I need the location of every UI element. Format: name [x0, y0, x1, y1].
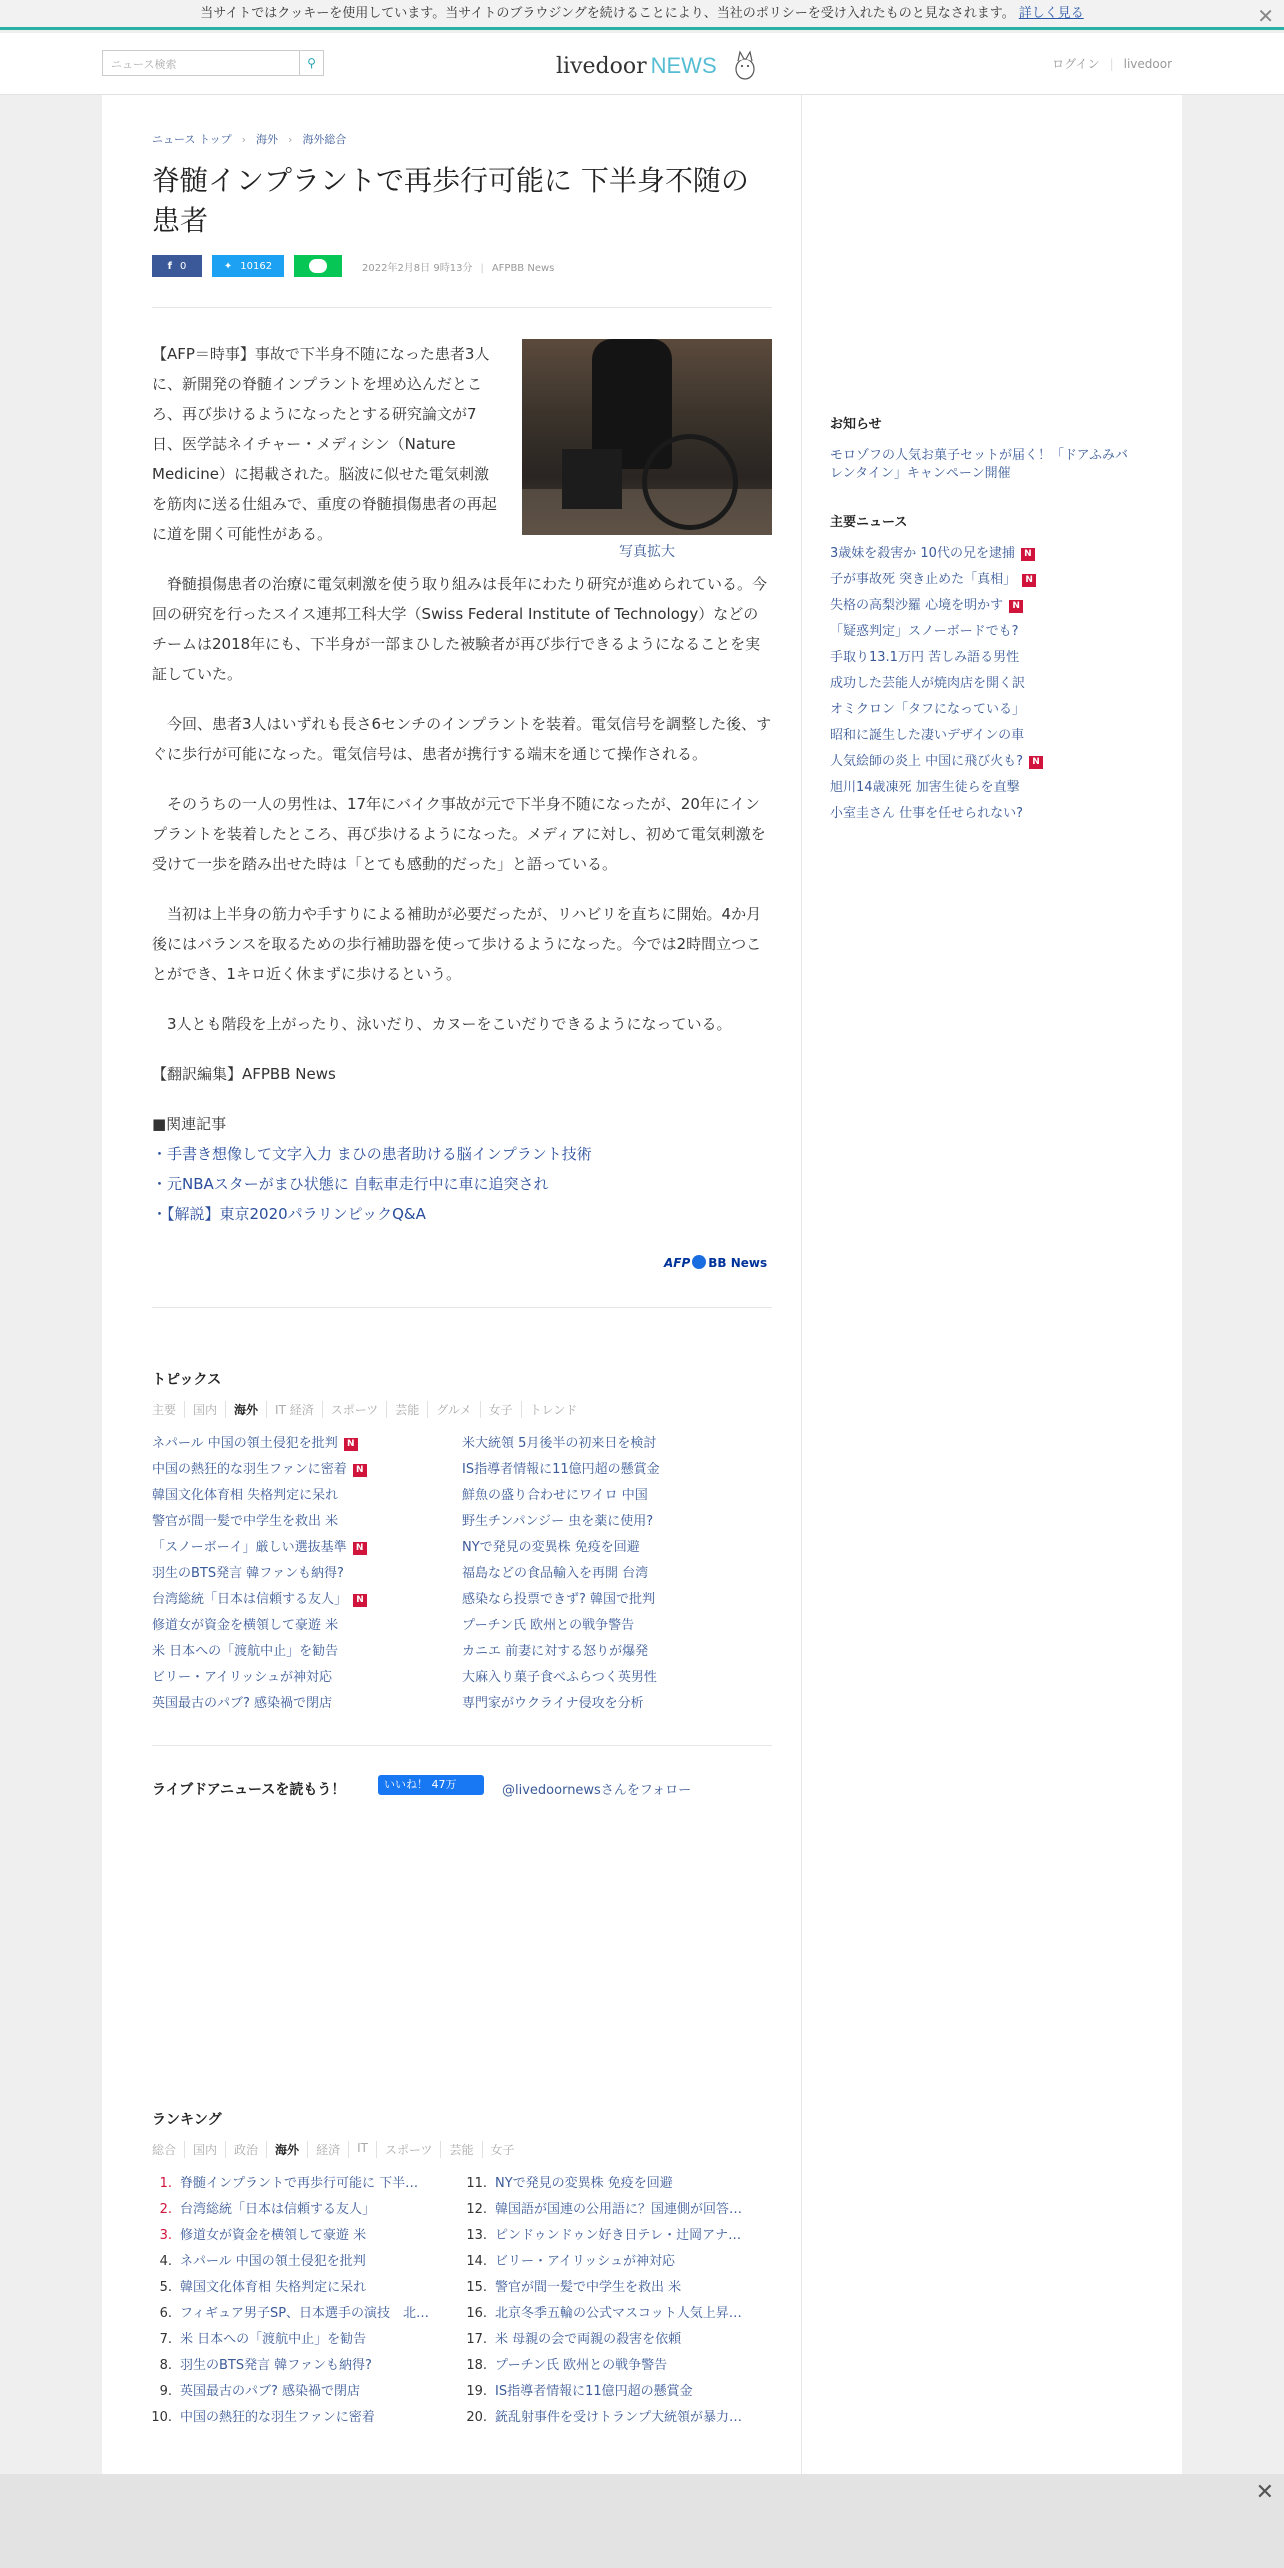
- ranking-link[interactable]: ピンドゥンドゥン好き日テレ・辻岡アナ…: [495, 2228, 742, 2243]
- news-link[interactable]: 韓国文化体育相 失格判定に呆れ: [152, 1488, 339, 1503]
- topics-list-right: [462, 1431, 762, 1717]
- new-badge: N: [353, 1594, 367, 1607]
- list-item: [830, 567, 1160, 593]
- ranking-item: [457, 2301, 757, 2327]
- ranking-link[interactable]: フィギュア男子SP、日本選手の演技 北…: [180, 2306, 430, 2321]
- list-item: [152, 1431, 452, 1457]
- twitter-follow-link[interactable]: @livedoornewsさんをフォロー: [502, 1783, 692, 1798]
- ranking-item: [457, 2197, 757, 2223]
- list-item: [462, 1613, 762, 1639]
- breadcrumb-item[interactable]: 海外総合: [302, 133, 347, 146]
- photo-enlarge-link[interactable]: 写真拡大: [619, 544, 675, 560]
- article-source: AFPBB News: [491, 262, 555, 274]
- ranking-item: [142, 2327, 442, 2353]
- list-item: [830, 645, 1160, 671]
- new-badge: N: [1029, 756, 1043, 769]
- ranking-link[interactable]: ビリー・アイリッシュが神対応: [495, 2254, 676, 2269]
- ranking-item: [142, 2405, 442, 2431]
- breadcrumb-item[interactable]: 海外: [256, 133, 279, 146]
- facebook-share-button[interactable]: [152, 255, 202, 277]
- ranking-heading: ランキング: [152, 2112, 222, 2128]
- new-badge: N: [353, 1542, 367, 1555]
- news-link[interactable]: 3歳妹を殺害か 10代の兄を逮捕: [830, 546, 1015, 561]
- news-link[interactable]: 成功した芸能人が焼肉店を開く訳: [830, 676, 1026, 691]
- afp-logo-text: AFP: [664, 1256, 691, 1270]
- main-news-list: [830, 541, 1160, 827]
- ranking-link[interactable]: 脊髄インプラントで再歩行可能に 下半…: [180, 2176, 419, 2191]
- list-item: [152, 1587, 452, 1613]
- rank-number: 14.: [466, 2254, 487, 2269]
- list-item: [462, 1483, 762, 1509]
- ranking-link[interactable]: 米 日本への「渡航中止」を勧告: [180, 2332, 367, 2347]
- rank-number: 10.: [151, 2410, 172, 2425]
- new-badge: N: [344, 1438, 358, 1451]
- cookie-text: 当サイトではクッキーを使用しています。当サイトのブラウジングを続けることにより、当社のポリシーを受け入れたものと見なされます。: [200, 6, 1015, 21]
- close-icon[interactable]: ✕: [1255, 2480, 1274, 2505]
- tab-6[interactable]: IT: [348, 2141, 376, 2158]
- list-item: [830, 775, 1160, 801]
- news-link[interactable]: 「スノーボーイ」厳しい選抜基準: [152, 1540, 347, 1555]
- divider: [152, 1307, 772, 1308]
- list-item: [462, 1535, 762, 1561]
- ranking-item: [457, 2353, 757, 2379]
- ranking-item: [457, 2327, 757, 2353]
- list-item: [830, 541, 1160, 567]
- ranking-item: [142, 2301, 442, 2327]
- ranking-link[interactable]: プーチン氏 欧州との戦争警告: [495, 2358, 668, 2373]
- cookie-details-link[interactable]: 詳しく見る: [1018, 6, 1084, 21]
- ranking-item: [142, 2197, 442, 2223]
- rank-number: 1.: [159, 2176, 172, 2191]
- rank-number: 11.: [466, 2176, 487, 2191]
- list-item: [462, 1587, 762, 1613]
- news-link[interactable]: ビリー・アイリッシュが神対応: [152, 1670, 333, 1685]
- twitter-icon: ✦: [223, 260, 233, 272]
- chevron-right-icon: ›: [288, 133, 293, 146]
- ranking-link[interactable]: 韓国語が国連の公用語に？国連側が回答…: [495, 2202, 743, 2217]
- article-paragraph: 脊髄損傷患者の治療に電気刺激を使う取り組みは長年にわたり研究が進められている。今回の研究を行ったスイス連邦工科大学（Swiss Federal Institute of Technology）などのチームは2018年にも、下半身が一部まひした被験者が再び歩行できるようになることを実証していた。: [152, 575, 768, 683]
- article-paragraph: 【AFP＝時事】事故で下半身不随になった患者3人に、新開発の脊髄インプラントを埋め込んだところ、再び歩けるようになったとする研究論文が7日、医学誌ネイチャー・メディシン（Nature Medicine）に掲載された。脳波に似せた電気刺激を筋肉に送る仕組みで、重度の脊髄損傷患者の再起に道を開く可能性がある。: [152, 345, 497, 543]
- tab-6[interactable]: 芸能: [386, 1401, 427, 1418]
- ranking-link[interactable]: IS指導者情報に11億円超の懸賞金: [495, 2384, 693, 2399]
- ranking-list-left: [142, 2171, 442, 2431]
- tab-5[interactable]: スポーツ: [322, 1401, 387, 1418]
- topics-list-left: [152, 1431, 452, 1717]
- news-link[interactable]: 感染なら投票できず? 韓国で批判: [462, 1592, 656, 1607]
- logo-news: NEWS: [650, 53, 717, 78]
- news-link[interactable]: 米大統領 5月後半の初来日を検討: [462, 1436, 657, 1451]
- article-title: 脊髄インプラントで再歩行可能に 下半身不随の患者: [152, 164, 749, 237]
- breadcrumb-item[interactable]: ニュース トップ: [152, 133, 232, 146]
- ranking-link[interactable]: 英国最古のパブ? 感染禍で閉店: [180, 2384, 361, 2399]
- new-badge: N: [1021, 548, 1035, 561]
- list-item: [152, 1535, 452, 1561]
- site-logo[interactable]: [556, 49, 758, 81]
- ranking-link[interactable]: 米 母親の会で両親の殺害を依頼: [495, 2332, 682, 2347]
- ranking-item: [142, 2223, 442, 2249]
- rank-number: 8.: [159, 2358, 172, 2373]
- ranking-item: [142, 2171, 442, 2197]
- ranking-link[interactable]: 北京冬季五輪の公式マスコット人気上昇…: [495, 2306, 742, 2321]
- list-item: [462, 1457, 762, 1483]
- ranking-link[interactable]: 警官が間一髪で中学生を救出 米: [495, 2280, 682, 2295]
- topics-tabs: [152, 1401, 585, 1418]
- login-link[interactable]: ログイン: [1052, 57, 1100, 71]
- rank-number: 20.: [466, 2410, 487, 2425]
- list-item: [152, 1457, 452, 1483]
- ranking-item: [457, 2405, 757, 2431]
- chevron-right-icon: ›: [241, 133, 247, 146]
- tab-3[interactable]: 政治: [225, 2141, 266, 2158]
- news-link[interactable]: 人気絵師の炎上 中国に飛び火も?: [830, 754, 1024, 769]
- tab-9[interactable]: 女子: [482, 2141, 523, 2158]
- ranking-link[interactable]: 台湾総統「日本は信頼する友人」: [180, 2202, 376, 2217]
- logo-text: livedoor: [556, 54, 647, 79]
- news-link[interactable]: 鮮魚の盛り合わせにワイロ 中国: [462, 1488, 648, 1503]
- header-links: [1042, 55, 1182, 72]
- article-paragraph: 当初は上半身の筋力や手すりによる補助が必要だったが、リハビリを直ちに開始。4か月後にはバランスを取るための歩行補助器を使って歩けるようになった。今では2時間立つことができ、1キロ近く休まずに歩けるという。: [152, 905, 762, 983]
- news-link[interactable]: 小室圭さん 仕事を任せられない?: [830, 806, 1024, 821]
- article-paragraph: 【翻訳編集】AFPBB News: [152, 1065, 336, 1083]
- news-link[interactable]: 大麻入り菓子食べふらつく英男性: [462, 1670, 657, 1685]
- tab-7[interactable]: グルメ: [427, 1401, 479, 1418]
- close-icon[interactable]: ✕: [1257, 4, 1274, 28]
- tab-5[interactable]: 経済: [307, 2141, 348, 2158]
- news-link[interactable]: 昭和に誕生した凄いデザインの車: [830, 728, 1025, 743]
- news-link[interactable]: NYで発見の変異株 免疫を回避: [462, 1540, 640, 1555]
- search-placeholder: ニュース検索: [111, 58, 177, 71]
- ranking-link[interactable]: ネパール 中国の領土侵犯を批判: [180, 2254, 366, 2269]
- livedoor-link[interactable]: livedoor: [1123, 57, 1172, 71]
- news-link[interactable]: 旭川14歳凍死 加害生徒らを直撃: [830, 780, 1020, 795]
- ranking-item: [142, 2249, 442, 2275]
- facebook-count: 0: [179, 260, 187, 272]
- rank-number: 13.: [466, 2228, 487, 2243]
- breadcrumb: [152, 131, 346, 147]
- list-item: [830, 749, 1160, 775]
- facebook-icon: f: [167, 260, 172, 272]
- tab-2[interactable]: 国内: [184, 1401, 225, 1418]
- list-item: [830, 671, 1160, 697]
- mascot-icon: [732, 49, 758, 81]
- article-paragraph: 3人とも階段を上がったり、泳いだり、カヌーをこいだりできるようになっている。: [152, 1015, 732, 1033]
- rank-number: 17.: [466, 2332, 487, 2347]
- ranking-list-right: [457, 2171, 757, 2431]
- divider: [152, 1745, 772, 1746]
- page-content: [102, 95, 1182, 2475]
- notice-link[interactable]: モロゾフの人気お菓子セットが届く！「ドアふみバレンタイン」キャンペーン開催: [830, 448, 1128, 481]
- cookie-banner: [0, 0, 1284, 30]
- rank-number: 18.: [466, 2358, 487, 2373]
- list-item: [462, 1561, 762, 1587]
- ranking-item: [142, 2275, 442, 2301]
- social-heading: ライブドアニュースを読もう！: [152, 1782, 346, 1798]
- ranking-item: [142, 2353, 442, 2379]
- new-badge: N: [353, 1464, 367, 1477]
- news-link[interactable]: オミクロン「タフになっている」: [830, 702, 1026, 717]
- list-item: [462, 1431, 762, 1457]
- list-item: [830, 593, 1160, 619]
- list-item: [152, 1665, 452, 1691]
- rank-number: 5.: [159, 2280, 172, 2295]
- tab-4[interactable]: 海外: [266, 2141, 307, 2158]
- list-item: [830, 801, 1160, 827]
- news-link[interactable]: 修道女が資金を横領して豪遊 米: [152, 1618, 339, 1633]
- news-link[interactable]: 警官が間一髪で中学生を救出 米: [152, 1514, 339, 1529]
- list-item: [152, 1613, 452, 1639]
- list-item: [152, 1483, 452, 1509]
- ranking-link[interactable]: 中国の熱狂的な羽生ファンに密着: [180, 2410, 375, 2425]
- news-link[interactable]: 専門家がウクライナ侵攻を分析: [462, 1696, 644, 1711]
- news-link[interactable]: 「疑惑判定」スノーボードでも?: [830, 624, 1019, 639]
- tab-1[interactable]: 主要: [152, 1403, 177, 1417]
- rank-number: 15.: [466, 2280, 487, 2295]
- article-meta: [362, 259, 554, 274]
- ranking-link[interactable]: 羽生のBTS発言 韓ファンも納得?: [180, 2358, 372, 2373]
- new-badge: N: [1022, 574, 1036, 587]
- twitter-count: 10162: [240, 260, 273, 272]
- ranking-item: [457, 2379, 757, 2405]
- news-link[interactable]: プーチン氏 欧州との戦争警告: [462, 1618, 635, 1633]
- related-list: [152, 1139, 772, 1229]
- ranking-link[interactable]: 韓国文化体育相 失格判定に呆れ: [180, 2280, 367, 2295]
- list-item: [152, 1561, 452, 1587]
- rank-number: 9.: [159, 2384, 172, 2399]
- news-link[interactable]: 中国の熱狂的な羽生ファンに密着: [152, 1462, 347, 1477]
- tab-8[interactable]: 芸能: [440, 2141, 481, 2158]
- search-input[interactable]: [102, 50, 324, 76]
- search-icon[interactable]: ⚲: [299, 51, 323, 75]
- list-item: [830, 723, 1160, 749]
- notice-heading: お知らせ: [830, 417, 882, 432]
- new-badge: N: [1009, 600, 1023, 613]
- main-news-heading: 主要ニュース: [830, 515, 908, 530]
- news-link[interactable]: 福島などの食品輸入を再開 台湾: [462, 1566, 649, 1581]
- article-body: [152, 339, 772, 1229]
- rank-number: 2.: [159, 2202, 172, 2217]
- ranking-item: [457, 2275, 757, 2301]
- list-item: [830, 619, 1160, 645]
- news-link[interactable]: 失格の高梨沙羅 心境を明かす: [830, 598, 1004, 613]
- news-link[interactable]: 英国最古のパブ? 感染禍で閉店: [152, 1696, 333, 1711]
- list-item: [152, 1639, 452, 1665]
- ranking-item: [457, 2171, 757, 2197]
- ranking-item: [457, 2223, 757, 2249]
- ranking-item: [457, 2249, 757, 2275]
- afp-logo-text2: BB News: [708, 1256, 768, 1270]
- rank-number: 16.: [466, 2306, 487, 2321]
- rank-number: 12.: [466, 2202, 487, 2217]
- list-item: [462, 1665, 762, 1691]
- rank-number: 6.: [159, 2306, 172, 2321]
- ranking-item: [142, 2379, 442, 2405]
- related-link[interactable]: ・元NBAスターがまひ状態に 自転車走行中に車に追突され: [152, 1175, 549, 1193]
- tab-7[interactable]: スポーツ: [376, 2141, 441, 2158]
- tab-8[interactable]: 女子: [480, 1401, 521, 1418]
- ranking-link[interactable]: 銃乱射事件を受けトランプ大統領が暴力…: [495, 2410, 743, 2425]
- news-link[interactable]: 子が事故死 突き止めた「真相」: [830, 572, 1017, 587]
- related-link[interactable]: ・手書き想像して文字入力 まひの患者助ける脳インプラント技術: [152, 1145, 592, 1163]
- news-link[interactable]: カニエ 前妻に対する怒りが爆発: [462, 1644, 649, 1659]
- news-link[interactable]: 米 日本への「渡航中止」を勧告: [152, 1644, 339, 1659]
- main-column: [102, 95, 802, 2475]
- rank-number: 7.: [159, 2332, 172, 2347]
- rank-number: 4.: [159, 2254, 172, 2269]
- tab-3[interactable]: 海外: [225, 1401, 266, 1418]
- news-link[interactable]: ネパール 中国の領土侵犯を批判: [152, 1436, 338, 1451]
- share-bar: [152, 255, 554, 277]
- list-item: [462, 1639, 762, 1665]
- rank-number: 19.: [466, 2384, 487, 2399]
- like-label: いいね！ 47万: [384, 1778, 457, 1791]
- afp-circle-icon: [692, 1255, 706, 1269]
- ranking-link[interactable]: 修道女が資金を横領して豪遊 米: [180, 2228, 367, 2243]
- divider: |: [1109, 57, 1114, 71]
- rank-number: 3.: [159, 2228, 172, 2243]
- line-share-button[interactable]: [294, 255, 342, 277]
- news-link[interactable]: 台湾総統「日本は信頼する友人」: [152, 1592, 348, 1607]
- list-item: [152, 1691, 452, 1717]
- news-link[interactable]: IS指導者情報に11億円超の懸賞金: [462, 1462, 660, 1477]
- topics-heading: トピックス: [152, 1372, 222, 1388]
- ranking-tabs: [152, 2141, 523, 2158]
- list-item: [830, 697, 1160, 723]
- list-item: [462, 1691, 762, 1717]
- tab-4[interactable]: IT 経済: [266, 1401, 322, 1418]
- divider: |: [480, 262, 484, 274]
- afp-logo: [664, 1255, 767, 1270]
- article-date: 2022年2月8日 9時13分: [362, 262, 473, 274]
- facebook-like-button[interactable]: [378, 1775, 484, 1795]
- twitter-share-button[interactable]: [212, 255, 284, 277]
- related-heading: ■関連記事: [152, 1115, 227, 1133]
- tab-9[interactable]: トレンド: [521, 1401, 586, 1418]
- divider: [152, 307, 772, 308]
- article-paragraph: 今回、患者3人はいずれも長さ6センチのインプラントを装着。電気信号を調整した後、すぐに歩行が可能になった。電気信号は、患者が携行する端末を通じて操作される。: [152, 715, 772, 763]
- ranking-link[interactable]: NYで発見の変異株 免疫を回避: [495, 2176, 673, 2191]
- news-link[interactable]: 羽生のBTS発言 韓ファンも納得?: [152, 1566, 344, 1581]
- article-paragraph: そのうちの一人の男性は、17年にバイク事故が元で下半身不随になったが、20年にインプラントを装着したところ、再び歩けるようになった。メディアに対し、初めて電気刺激を受けて一歩を踏み出せた時は「とても感動的だった」と語っている。: [152, 795, 766, 873]
- related-link[interactable]: ・【解説】東京2020パラリンピックQ&A: [152, 1205, 426, 1223]
- news-link[interactable]: 手取り13.1万円 苦しみ語る男性: [830, 650, 1020, 665]
- tab-1[interactable]: 総合: [152, 2143, 177, 2157]
- line-icon: [309, 259, 327, 273]
- site-header: [0, 33, 1284, 95]
- list-item: [462, 1509, 762, 1535]
- news-link[interactable]: 野生チンパンジー 虫を薬に使用?: [462, 1514, 654, 1529]
- bottom-ad-bar: [0, 2474, 1284, 2568]
- list-item: [152, 1509, 452, 1535]
- tab-2[interactable]: 国内: [184, 2141, 225, 2158]
